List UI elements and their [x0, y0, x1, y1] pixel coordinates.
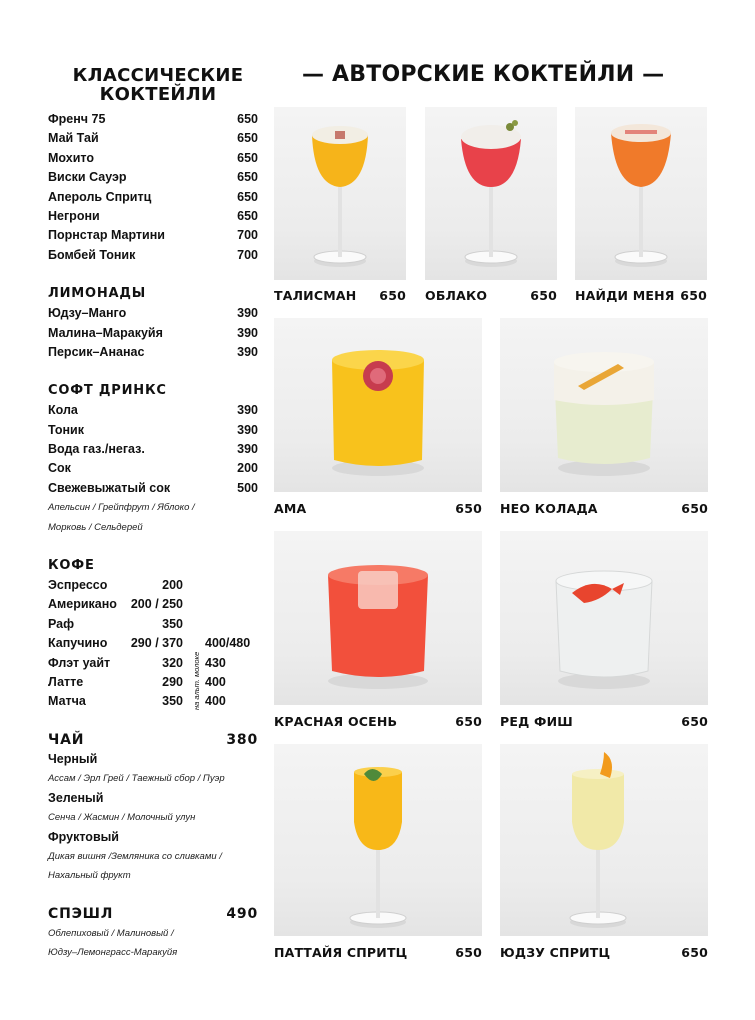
coffee-item: Латте 290 400	[48, 675, 226, 690]
menu-item: Май Тай 650	[48, 131, 258, 146]
cocktail-caption: АМА 650	[274, 501, 482, 516]
lemonades-title: ЛИМОНАДЫ	[48, 286, 147, 302]
tumbler-glass-icon	[500, 318, 708, 492]
tea-black-note: Ассам / Эрл Грей / Таежный сбор / Пуэр	[48, 773, 225, 785]
coffee-item: Американо 200 / 250	[48, 597, 183, 612]
cocktail-photo-pattaya-spritz	[274, 744, 482, 936]
wine-glass-icon	[500, 744, 708, 936]
menu-item: Вода газ./негаз. 390	[48, 442, 258, 457]
wine-glass-icon	[274, 744, 482, 936]
classic-cocktails-title: КЛАССИЧЕСКИЕ КОКТЕЙЛИ	[72, 65, 244, 105]
coupe-glass-icon	[425, 107, 557, 280]
tumbler-glass-icon	[274, 318, 482, 492]
coffee-item: Раф 350	[48, 616, 183, 631]
coupe-glass-icon	[274, 107, 406, 280]
cocktail-photo-oblako	[425, 107, 557, 280]
spacer	[48, 537, 258, 556]
menu-item: Малина–Маракуйя 390	[48, 325, 258, 340]
juice-options-note: Апельсин / Грейпфрут / Яблоко /	[48, 502, 195, 514]
menu-item: Свежевыжатый сок 500	[48, 480, 258, 495]
juice-options-note: Морковь / Сельдерей	[48, 521, 143, 533]
coffee-item: Флэт уайт 320 430	[48, 655, 226, 670]
classic-cocktails-list	[48, 110, 258, 265]
left-menu-column	[48, 66, 258, 963]
tumbler-glass-icon	[274, 531, 482, 705]
tea-header: ЧАЙ 380	[48, 732, 258, 749]
alt-milk-label: на альт. молоке	[192, 651, 201, 711]
special-note: Юдзу–Лемонграсс-Маракуйя	[48, 947, 178, 959]
spacer	[48, 712, 258, 730]
spacer	[48, 265, 258, 284]
cocktail-photo-yuzu-spritz	[500, 744, 708, 936]
menu-item: Персик–Ананас 390	[48, 344, 258, 359]
menu-item: Тоник 390	[48, 422, 258, 437]
tumbler-glass-icon	[500, 531, 708, 705]
tea-fruit-note: Дикая вишня /Земляника со сливками /	[48, 850, 222, 862]
cocktail-caption: НАЙДИ МЕНЯ 650	[575, 288, 707, 303]
cocktail-photo-talisman	[274, 107, 406, 280]
menu-item: Френч 75 650	[48, 112, 258, 126]
tea-fruit-label: Фруктовый	[48, 829, 119, 844]
cocktail-photo-ama	[274, 318, 482, 492]
tea-fruit-note: Нахальный фрукт	[48, 870, 131, 882]
author-cocktails-title: — АВТОРСКИЕ КОКТЕЙЛИ —	[302, 62, 665, 87]
special-note: Облепиховый / Малиновый /	[48, 927, 174, 939]
cocktail-caption: ТАЛИСМАН 650	[274, 288, 406, 303]
menu-item: Юдзу–Манго 390	[48, 306, 258, 321]
coffee-item: Матча 350 400	[48, 694, 226, 709]
cocktail-photo-krasnaya-osen	[274, 531, 482, 705]
menu-item: Бомбей Тоник 700	[48, 247, 258, 262]
cocktail-photo-red-fish	[500, 531, 708, 705]
cocktail-photo-neo-kolada	[500, 318, 708, 492]
cocktail-caption: ОБЛАКО 650	[425, 288, 557, 303]
tea-green-note: Сенча / Жасмин / Молочный улун	[48, 812, 196, 824]
cocktail-caption: КРАСНАЯ ОСЕНЬ 650	[274, 714, 482, 729]
coffee-item: Капучино 290 / 370 400/480	[48, 636, 251, 651]
cocktail-caption: РЕД ФИШ 650	[500, 714, 708, 729]
menu-item: Кола 390	[48, 403, 258, 418]
coffee-title: КОФЕ	[48, 558, 95, 574]
tea-green-label: Зеленый	[48, 790, 104, 805]
tea-black-label: Черный	[48, 752, 98, 767]
cocktail-caption: НЕО КОЛАДА 650	[500, 501, 708, 516]
cocktail-caption: ПАТТАЙЯ СПРИТЦ 650	[274, 945, 482, 960]
menu-item: Порнстар Мартини 700	[48, 228, 258, 243]
menu-item: Негрони 650	[48, 208, 258, 223]
menu-item: Сок 200	[48, 461, 258, 476]
spacer	[48, 886, 258, 904]
menu-item: Виски Сауэр 650	[48, 170, 258, 185]
coupe-glass-icon	[575, 107, 707, 280]
cocktail-photo-naidi-menya	[575, 107, 707, 280]
spacer	[48, 362, 258, 381]
coffee-item: Эспрессо 200	[48, 578, 183, 593]
soft-drinks-title: СОФТ ДРИНКС	[48, 383, 167, 399]
special-header: СПЭШЛ 490	[48, 905, 258, 922]
menu-item: Мохито 650	[48, 150, 258, 165]
menu-item: Апероль Спритц 650	[48, 189, 258, 204]
cocktail-caption: ЮДЗУ СПРИТЦ 650	[500, 945, 708, 960]
coffee-table	[48, 576, 258, 712]
